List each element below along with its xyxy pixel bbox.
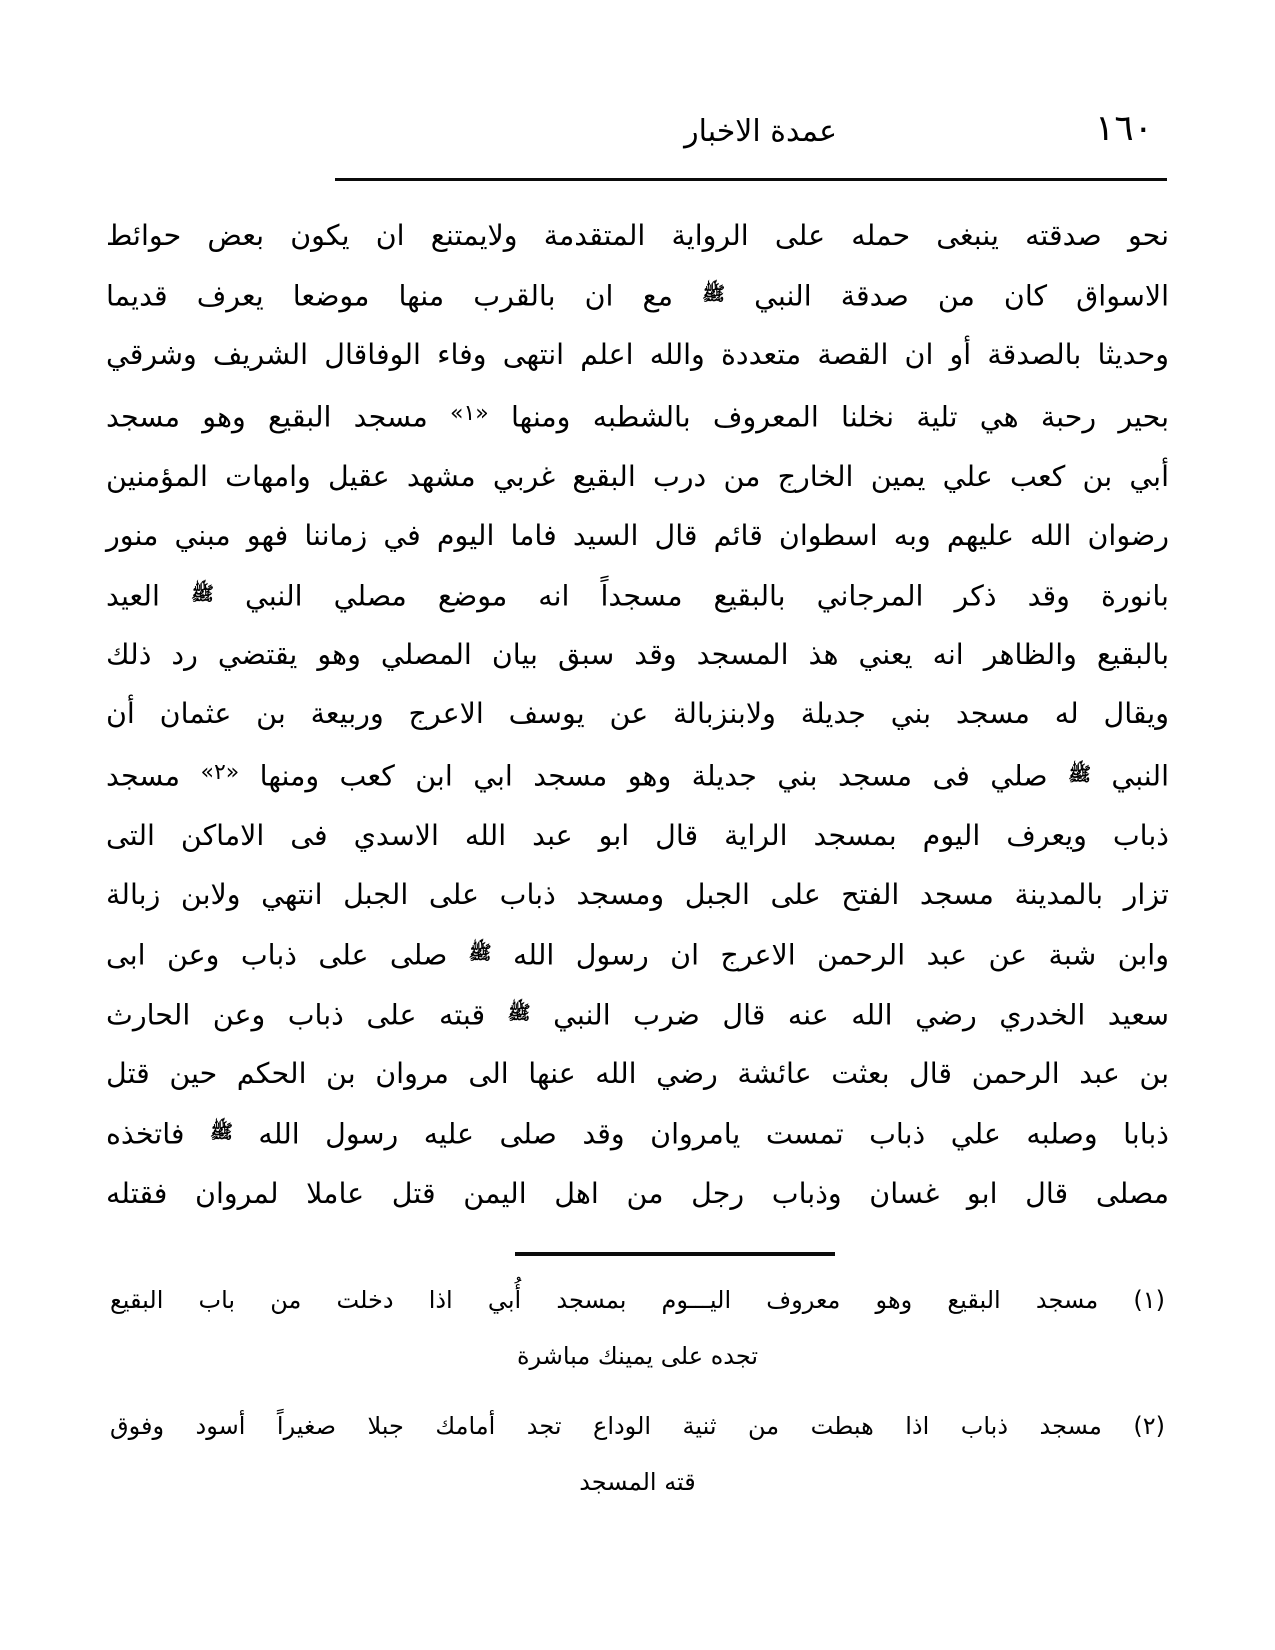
body-line: مصلى قال ابو غسان وذباب رجل من اهل اليمن قتل عاملا لمروان فقتله [106,1176,1169,1210]
footnote-separator-rule [515,1252,835,1256]
body-line: أبي بن كعب علي يمين الخارج من درب البقيع غربي مشهد عقيل وامهات المؤمنين [106,459,1169,493]
footnote-first-line: (١) مسجد البقيع وهو معروف اليـــوم بمسجد أُبي اذا دخلت من باب البقيع [110,1286,1165,1314]
honorific-salawat-glyph: ﷺ [507,1002,531,1025]
body-line: الاسواق كان من صدقة النبي ﷺ مع ان بالقرب منها موضعا يعرف قديما [106,279,1169,313]
footnote-continuation-line: قته المسجد [579,1468,696,1496]
body-line: ذبابا وصلبه علي ذباب تمست يامروان وقد صلى عليه رسول الله ﷺ فاتخذه [106,1117,1170,1151]
body-line: ذباب ويعرف اليوم بمسجد الراية قال ابو عبد الله الاسدي فى الاماكن التى [106,818,1169,852]
footnote-item [110,1398,1165,1510]
honorific-salawat-glyph: ﷺ [702,283,726,305]
body-text [106,206,1169,1223]
body-line: بن عبد الرحمن قال بعثت عائشة رضي الله عنها الى مروان بن الحكم حين قتل [106,1057,1169,1091]
body-line: وحديثا بالصدقة أو ان القصة متعددة والله اعلم انتهى وفاء الوفاقال الشريف وشرقي [106,338,1169,372]
page-number: ١٦٠ [1094,108,1153,149]
body-line: تزار بالمدينة مسجد الفتح على الجبل ومسجد ذباب على الجبل انتهي ولابن زبالة [106,877,1169,911]
body-line: نحو صدقته ينبغى حمله على الرواية المتقدمة ولايمتنع ان يكون بعض حوائط [106,219,1169,252]
body-line: ويقال له مسجد بني جديلة ولابنزبالة عن يوسف الاعرج وربيعة بن عثمان أن [106,697,1169,731]
footnote-continuation-line: تجده على يمينك مباشرة [516,1342,759,1370]
body-line: وابن شبة عن عبد الرحمن الاعرج ان رسول الله ﷺ صلى على ذباب وعن ابى [106,938,1169,972]
body-line: النبي ﷺ صلي فى مسجد بني جديلة وهو مسجد ابي ابن كعب ومنها $^{«٢»}$ مسجد [106,759,1169,793]
body-line: بالبقيع والظاهر انه يعني هذ المسجد وقد سبق بيان المصلي وهو يقتضي رد ذلك [106,638,1169,672]
body-line: رضوان الله عليهم وبه اسطوان قائم قال السيد فاما اليوم في زماننا فهو مبني منور [106,518,1169,552]
honorific-salawat-glyph: ﷺ [190,582,214,605]
honorific-salawat-glyph: ﷺ [210,1121,233,1144]
honorific-salawat-glyph: ﷺ [1068,763,1092,786]
header-divider-rule [335,178,1167,181]
honorific-salawat-glyph: ﷺ [468,941,492,964]
body-line: بانورة وقد ذكر المرجاني بالبقيع مسجداً انه موضع مصلي النبي ﷺ العيد [106,579,1169,613]
footnote-first-line: (٢) مسجد ذباب اذا هبطت من ثنية الوداع تجد أمامك جبلا صغيراً أسود وفوق [110,1412,1165,1440]
footnote-item [110,1272,1165,1384]
footnote-reference-marker: «٢» [200,760,240,786]
footnote-number: (٢) [1133,1412,1165,1440]
footnote-number: (١) [1133,1286,1165,1314]
footnote-reference-marker: «١» [449,401,489,427]
footnotes-block [110,1272,1165,1524]
book-title: عمدة الاخبار [684,114,837,149]
page-header [108,108,1167,174]
body-line: بحير رحبة هي تلية نخلنا المعروف بالشطبه ومنها $^{«١»}$ مسجد البقيع وهو مسجد [106,400,1169,434]
body-line: سعيد الخدري رضي الله عنه قال ضرب النبي ﷺ قبته على ذباب وعن الحارث [106,998,1169,1032]
